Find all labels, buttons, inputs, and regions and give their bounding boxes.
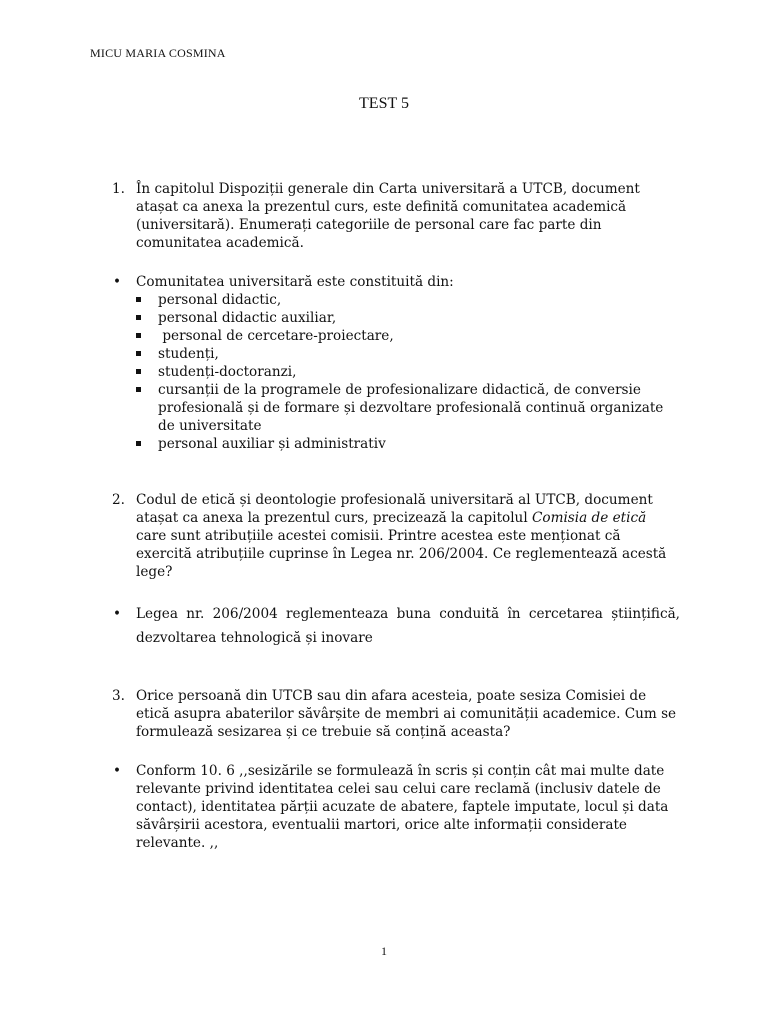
list-item: personal didactic, — [110, 291, 680, 309]
question-text: Orice persoană din UTCB sau din afara acesteia, poate sesiza Comisiei de etică asupra abaterilor săvârșite de membri ai comunității academice. Cum se formulează sesizarea și ce trebuie să conțină aceasta? — [136, 688, 677, 740]
bullet-icon: • — [113, 763, 122, 779]
question-number: 2. — [112, 492, 125, 508]
list-item: personal didactic auxiliar, — [110, 309, 680, 327]
answer-text: Legea nr. 206/2004 reglementeaza buna conduită în cercetarea științifică, dezvoltarea tehnologică și inovare — [136, 606, 680, 646]
list-item: cursanții de la programele de profesionalizare didactică, de conversie profesională și de formare și dezvoltare profesională continuă organizate de universitate — [110, 381, 680, 435]
square-bullet-icon — [136, 297, 141, 302]
bullet-icon: • — [113, 274, 122, 290]
question-2 — [110, 491, 680, 581]
question-number: 1. — [112, 181, 125, 197]
list-item: studenți, — [110, 345, 680, 363]
answer-intro: Comunitatea universitară este constituită din: — [136, 274, 454, 290]
answer-2 — [110, 602, 680, 650]
question-text: Codul de etică și deontologie profesională universitară al UTCB, document atașat ca anexa la prezentul curs, precizează la capitolul Comisia de etică care sunt atribuțiile acestei comisii. Printre acestea este menționat că exercită atribuțiile cuprinse în Legea nr. 206/2004. Ce reglementează acestă lege? — [136, 492, 667, 580]
list-item: personal auxiliar și administrativ — [110, 435, 680, 453]
square-bullet-icon — [136, 369, 141, 374]
answer-text: Conform 10. 6 ,,sesizările se formulează în scris și conțin cât mai multe date relevante privind identitatea celei sau celui care reclamă (inclusiv datele de contact), identitatea părții acuzate de abatere, faptele imputate, locul și data săvârșirii acestora, eventualii martori, orice alte informații considerate relevante. ,, — [136, 763, 669, 851]
square-bullet-icon — [136, 387, 141, 392]
answer-1 — [110, 273, 680, 453]
square-bullet-icon — [136, 333, 141, 338]
document-title: TEST 5 — [359, 95, 409, 112]
answer-3 — [110, 762, 680, 852]
bullet-icon: • — [113, 606, 122, 622]
square-bullet-icon — [136, 351, 141, 356]
question-3 — [110, 687, 680, 741]
question-number: 3. — [112, 688, 125, 704]
question-text: În capitolul Dispoziții generale din Carta universitară a UTCB, document atașat ca anexa la prezentul curs, este definită comunitatea academică (universitară). Enumerați categoriile de personal care fac parte din comunitatea academică. — [136, 181, 640, 251]
author-name: MICU MARIA COSMINA — [90, 46, 226, 60]
square-bullet-icon — [136, 441, 141, 446]
page-number: 1 — [381, 944, 387, 958]
personnel-list — [110, 291, 680, 453]
italic-term: Comisia de etică — [531, 510, 647, 526]
question-1 — [110, 180, 680, 252]
square-bullet-icon — [136, 315, 141, 320]
list-item: studenți-doctoranzi, — [110, 363, 680, 381]
list-item: personal de cercetare-proiectare, — [110, 327, 680, 345]
